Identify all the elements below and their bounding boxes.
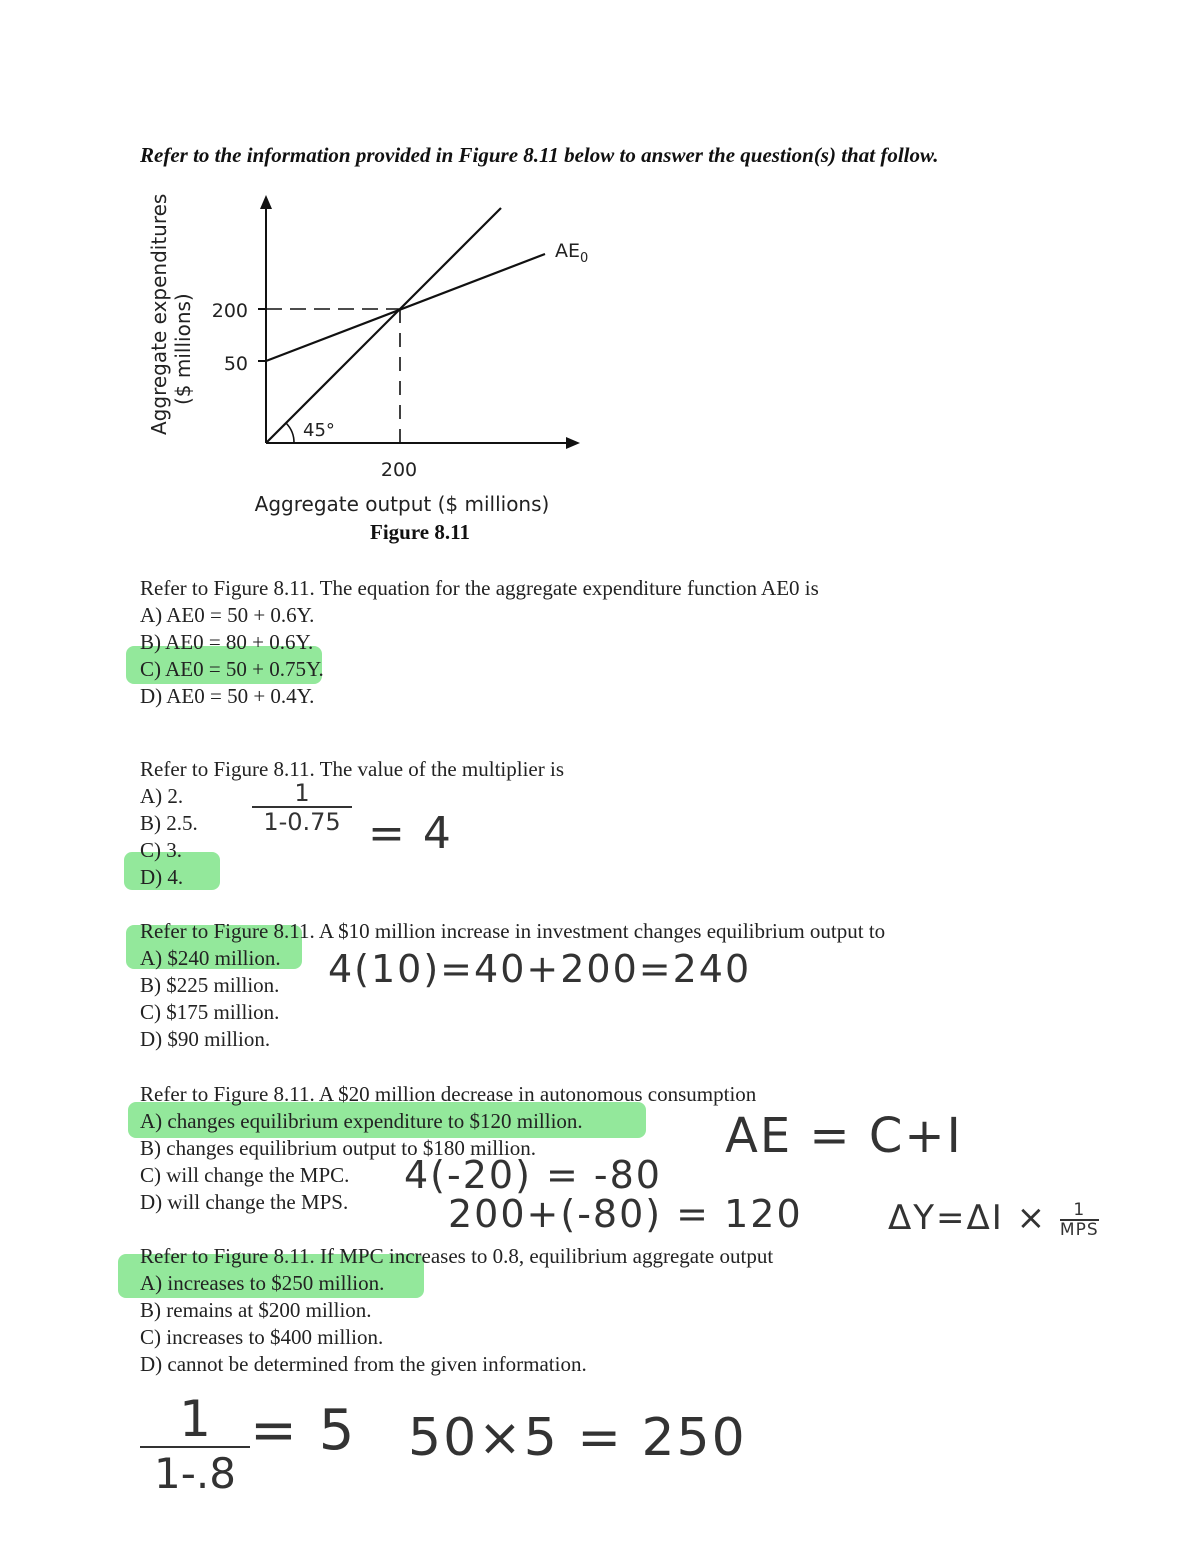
handwriting-q2-denominator: 1-0.75 xyxy=(252,806,352,836)
question-4-option-c: C) will change the MPC. xyxy=(140,1163,350,1187)
question-1 xyxy=(140,575,819,710)
handwriting-q5-calc: 50×5 = 250 xyxy=(408,1408,747,1468)
question-2 xyxy=(140,756,564,891)
figure-caption: Figure 8.11 xyxy=(370,520,470,544)
handwriting-q5-denominator: 1-.8 xyxy=(140,1446,250,1500)
handwriting-q5-fraction xyxy=(140,1392,250,1500)
question-5-option-b: B) remains at $200 million. xyxy=(140,1298,372,1322)
y-axis-label-line1: Aggregate expenditures xyxy=(147,193,171,435)
question-2-option-b: B) 2.5. xyxy=(140,811,198,835)
question-3-option-d: D) $90 million. xyxy=(140,1027,271,1051)
handwriting-q4-formula-numerator: 1 xyxy=(1073,1199,1086,1220)
question-2-option-c: C) 3. xyxy=(140,838,182,862)
handwriting-q4-formula: ΔY=ΔI × 1 MPS xyxy=(888,1198,1099,1240)
handwriting-q2-fraction xyxy=(252,780,352,836)
y-tick-200: 200 xyxy=(211,300,248,322)
question-1-option-a: A) AE0 = 50 + 0.6Y. xyxy=(140,603,315,627)
handwriting-q4-step2: 200+(-80) = 120 xyxy=(448,1192,803,1236)
question-5-option-a: A) increases to $250 million. xyxy=(140,1270,773,1297)
handwriting-q5-numerator: 1 xyxy=(179,1390,211,1448)
ae0-label: $AE_0$ xyxy=(555,240,589,266)
handwriting-q5-result: = 5 xyxy=(250,1398,357,1463)
x-axis-label: Aggregate output ($ millions) xyxy=(254,492,550,516)
question-4-stem: Refer to Figure 8.11. A $20 million decrease in autonomous consumption xyxy=(140,1082,757,1106)
question-4-option-d: D) will change the MPS. xyxy=(140,1190,349,1214)
question-5-stem: Refer to Figure 8.11. If MPC increases to 0.8, equilibrium aggregate output xyxy=(140,1244,774,1268)
angle-arc xyxy=(286,423,294,443)
question-5 xyxy=(140,1243,773,1378)
y-axis-arrow xyxy=(260,195,272,209)
y-axis-label-line2: ($ millions) xyxy=(171,293,195,405)
handwriting-q4-ae: AE = C+I xyxy=(725,1108,963,1164)
figure-8-11-chart xyxy=(130,185,610,525)
question-1-stem: Refer to Figure 8.11. The equation for the aggregate expenditure function AE0 is xyxy=(140,576,819,600)
question-1-option-b: B) AE0 = 80 + 0.6Y. xyxy=(140,630,314,654)
handwriting-q2-result: = 4 xyxy=(368,808,453,859)
handwriting-q4-step1: 4(-20) = -80 xyxy=(404,1153,662,1197)
question-3-stem: Refer to Figure 8.11. A $10 million increase in investment changes equilibrium output to xyxy=(140,919,886,943)
question-4-option-a: A) changes equilibrium expenditure to $120 million. xyxy=(140,1108,756,1135)
intro-instruction: Refer to the information provided in Figure 8.11 below to answer the question(s) that follow. xyxy=(140,143,939,167)
handwriting-q4-formula-denominator: MPS xyxy=(1059,1219,1099,1240)
handwriting-q2-numerator: 1 xyxy=(294,779,310,807)
question-2-option-d: D) 4. xyxy=(140,864,564,891)
question-3-option-a: A) $240 million. xyxy=(140,945,885,972)
question-4-option-b: B) changes equilibrium output to $180 million. xyxy=(140,1136,537,1160)
x-axis-arrow xyxy=(566,437,580,449)
question-3-option-b: B) $225 million. xyxy=(140,973,280,997)
question-5-option-c: C) increases to $400 million. xyxy=(140,1325,384,1349)
handwriting-q3-calc: 4(10)=40+200=240 xyxy=(328,947,752,991)
question-1-option-c: C) AE0 = 50 + 0.75Y. xyxy=(140,656,819,683)
question-3-option-c: C) $175 million. xyxy=(140,1000,280,1024)
x-tick-200: 200 xyxy=(380,459,418,481)
y-tick-50: 50 xyxy=(223,353,248,375)
question-1-option-d: D) AE0 = 50 + 0.4Y. xyxy=(140,684,315,708)
angle-label: 45° xyxy=(303,420,335,441)
line-45-degree xyxy=(266,208,501,443)
question-5-option-d: D) cannot be determined from the given information. xyxy=(140,1352,587,1376)
line-ae0 xyxy=(266,254,545,361)
question-2-stem: Refer to Figure 8.11. The value of the multiplier is xyxy=(140,757,564,781)
question-2-option-a: A) 2. xyxy=(140,784,184,808)
